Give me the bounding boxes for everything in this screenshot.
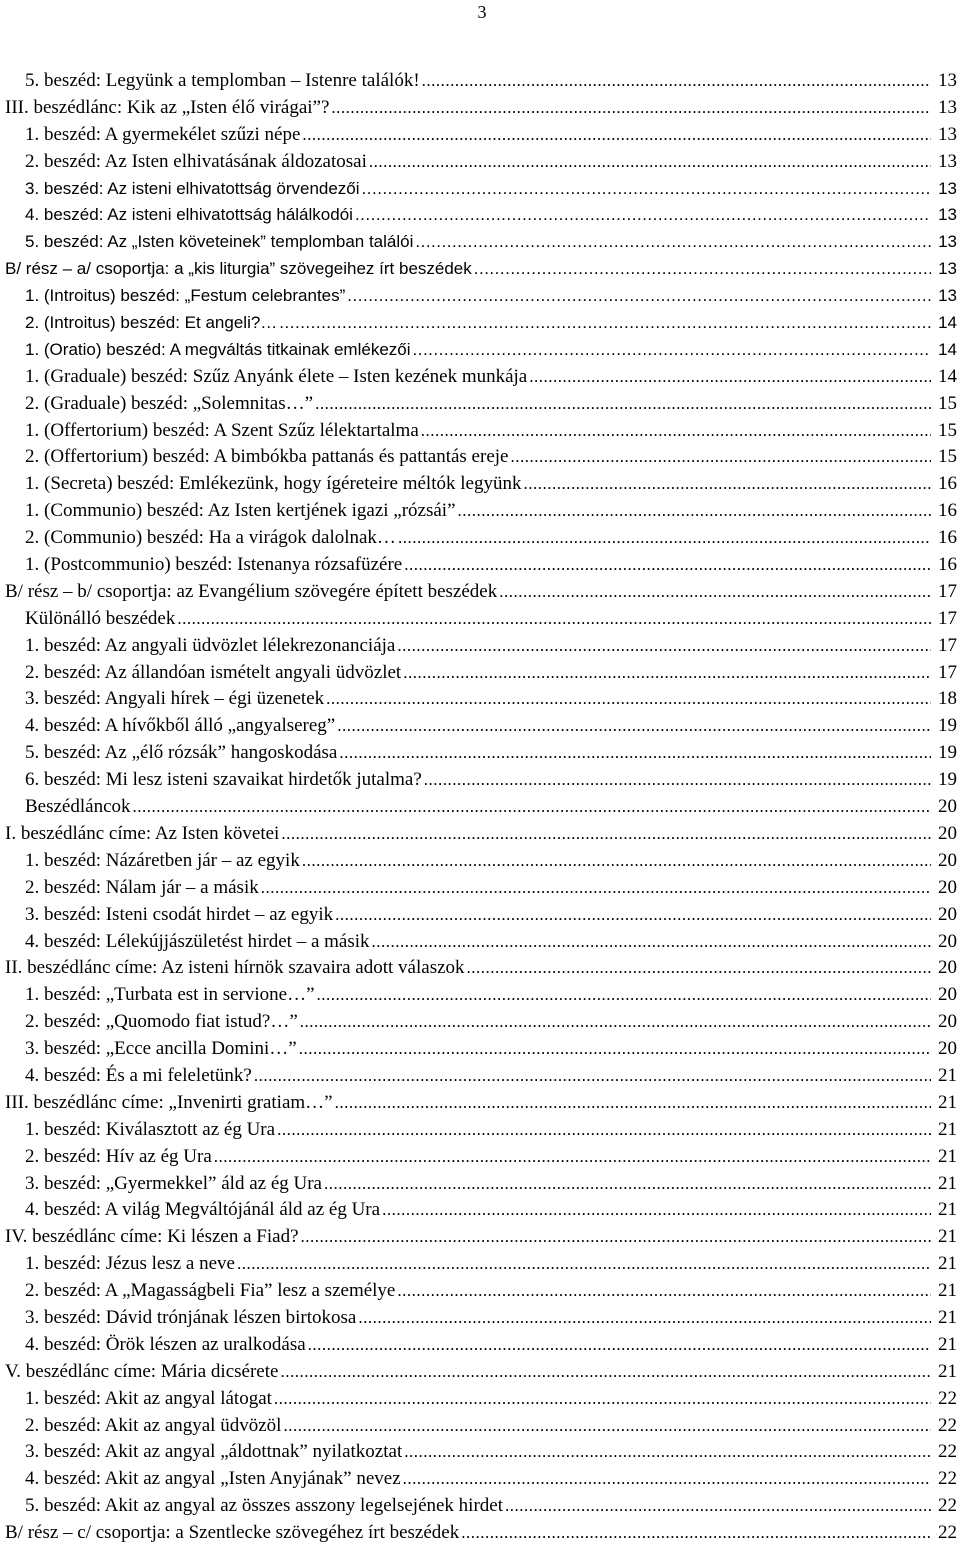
toc-entry-page: 14 — [938, 339, 957, 359]
toc-entry-page: 13 — [938, 205, 957, 225]
toc-entry[interactable] — [5, 283, 957, 310]
toc-dot-leader — [326, 686, 931, 713]
toc-entry-title: 1. (Postcommunio) beszéd: Istenanya rózsafüzére — [25, 554, 403, 576]
toc-dot-leader — [274, 1386, 931, 1413]
toc-entry-title: 3. beszéd: „Gyermekkel” áld az ég Ura — [25, 1172, 322, 1194]
toc-entry[interactable] — [5, 1251, 957, 1278]
toc-entry[interactable] — [5, 1009, 957, 1036]
toc-entry-page: 21 — [938, 1360, 957, 1382]
toc-dot-leader — [308, 1332, 931, 1359]
toc-entry[interactable] — [5, 552, 957, 579]
toc-entry-page: 21 — [938, 1280, 957, 1302]
toc-dot-leader — [474, 256, 931, 283]
toc-entry[interactable] — [5, 579, 957, 606]
toc-dot-leader — [403, 660, 931, 687]
toc-entry-page: 21 — [938, 1253, 957, 1275]
toc-entry-title: 1. beszéd: Az angyali üdvözlet lélekrezonanciája — [25, 634, 396, 656]
toc-entry-page: 19 — [938, 742, 957, 764]
toc-dot-leader — [283, 1413, 931, 1440]
toc-entry[interactable] — [5, 418, 957, 445]
toc-entry[interactable] — [5, 1117, 957, 1144]
toc-entry-page: 15 — [938, 446, 957, 468]
toc-dot-leader — [415, 229, 931, 256]
toc-dot-leader — [467, 955, 931, 982]
toc-entry-page: 15 — [938, 392, 957, 414]
toc-entry-title: Beszédláncok — [25, 796, 131, 818]
toc-entry-title: 1. beszéd: Kiválasztott az ég Ura — [25, 1118, 276, 1140]
page-number: 3 — [477, 2, 487, 22]
toc-entry[interactable] — [5, 176, 957, 203]
toc-entry-title: 3. beszéd: Angyali hírek – égi üzenetek — [25, 688, 325, 710]
toc-entry-title: 2. beszéd: Az állandóan ismételt angyali üdvözlet — [25, 661, 402, 683]
toc-entry-title: B/ rész – c/ csoportja: a Szentlecke szövegéhez írt beszédek — [5, 1522, 460, 1544]
toc-entry-title: 3. beszéd: Az isteni elhivatottság örvendezői — [25, 178, 360, 198]
toc-dot-leader — [458, 498, 931, 525]
toc-entry[interactable] — [5, 256, 957, 283]
toc-dot-leader — [398, 525, 931, 552]
toc-entry[interactable] — [5, 982, 957, 1009]
toc-entry-title: II. beszédlánc címe: Az isteni hírnök szavaira adott válaszok — [5, 957, 465, 979]
toc-entry-page: 13 — [938, 150, 957, 172]
toc-entry-page: 13 — [938, 123, 957, 145]
toc-entry-page: 20 — [938, 822, 957, 844]
toc-dot-leader — [301, 1224, 931, 1251]
toc-dot-leader — [254, 1063, 931, 1090]
toc-entry-page: 21 — [938, 1091, 957, 1113]
toc-entry-title: 3. beszéd: Akit az angyal „áldottnak” nyilatkoztat — [25, 1441, 403, 1463]
toc-entry-title: I. beszédlánc címe: Az Isten követei — [5, 822, 280, 844]
toc-dot-leader — [358, 1305, 931, 1332]
toc-entry-title: 1. (Introitus) beszéd: „Festum celebrantes” — [25, 286, 346, 306]
toc-entry-page: 21 — [938, 1172, 957, 1194]
toc-entry-title: 5. beszéd: Az „Isten követeinek” templomban találói — [25, 232, 414, 252]
toc-dot-leader — [177, 606, 931, 633]
toc-entry-page: 16 — [938, 500, 957, 522]
toc-entry[interactable] — [5, 498, 957, 525]
toc-entry[interactable] — [5, 122, 957, 149]
toc-entry-title: 4. beszéd: Az isteni elhivatottság hálálkodói — [25, 205, 353, 225]
toc-entry-title: 1. beszéd: „Turbata est in servione…” — [25, 984, 315, 1006]
toc-entry-page: 16 — [938, 473, 957, 495]
toc-dot-leader — [299, 1036, 931, 1063]
toc-dot-leader — [362, 176, 931, 203]
toc-entry-title: 4. beszéd: Örök lészen az uralkodása — [25, 1333, 306, 1355]
toc-entry[interactable] — [5, 713, 957, 740]
toc-entry-title: 2. beszéd: Hív az ég Ura — [25, 1145, 212, 1167]
toc-dot-leader — [347, 283, 931, 310]
toc-entry-page: 21 — [938, 1145, 957, 1167]
toc-entry-page: 22 — [938, 1495, 957, 1517]
toc-entry[interactable] — [5, 1493, 957, 1520]
toc-entry-page: 17 — [938, 580, 957, 602]
toc-entry[interactable] — [5, 337, 957, 364]
toc-entry-page: 14 — [938, 313, 957, 333]
toc-entry-page: 14 — [938, 365, 957, 387]
toc-entry-page: 15 — [938, 419, 957, 441]
toc-entry-page: 13 — [938, 96, 957, 118]
toc-entry-page: 13 — [938, 286, 957, 306]
toc-dot-leader — [403, 1466, 931, 1493]
toc-entry[interactable] — [5, 444, 957, 471]
toc-entry[interactable] — [5, 1413, 957, 1440]
toc-entry-title: 1. beszéd: Akit az angyal látogat — [25, 1387, 272, 1409]
toc-entry-page: 13 — [938, 259, 957, 279]
toc-dot-leader — [277, 1117, 931, 1144]
toc-entry[interactable] — [5, 202, 957, 229]
toc-entry-title: Különálló beszédek — [25, 607, 176, 629]
toc-dot-leader — [461, 1520, 931, 1547]
toc-entry-page: 20 — [938, 796, 957, 818]
toc-entry[interactable] — [5, 633, 957, 660]
toc-entry-page: 13 — [938, 70, 957, 91]
toc-entry-title: 2. beszéd: Nálam jár – a másik — [25, 876, 259, 898]
toc-entry[interactable] — [5, 1386, 957, 1413]
toc-entry[interactable] — [5, 68, 957, 95]
toc-entry-title: 5. beszéd: Akit az angyal az összes asszony legelsejének hirdet — [25, 1495, 503, 1517]
toc-entry-page: 20 — [938, 930, 957, 952]
toc-entry[interactable] — [5, 740, 957, 767]
toc-dot-leader — [279, 310, 931, 337]
toc-entry[interactable] — [5, 821, 957, 848]
toc-entry-title: 4. beszéd: A hívőkből álló „angyalsereg” — [25, 715, 336, 737]
toc-entry-title: 4. beszéd: Lélekújjászületést hirdet – a másik — [25, 930, 370, 952]
toc-entry-page: 22 — [938, 1468, 957, 1490]
toc-entry-page: 21 — [938, 1118, 957, 1140]
toc-entry-page: 17 — [938, 634, 957, 656]
toc-dot-leader — [281, 821, 931, 848]
toc-entry-title: 3. beszéd: Dávid trónjának lészen birtokosa — [25, 1306, 357, 1328]
toc-dot-leader — [337, 713, 931, 740]
toc-entry-page: 22 — [938, 1387, 957, 1409]
toc-entry[interactable] — [5, 229, 957, 256]
toc-entry-page: 22 — [938, 1441, 957, 1463]
toc-entry-page: 17 — [938, 661, 957, 683]
toc-dot-leader — [404, 552, 931, 579]
toc-dot-leader — [324, 1171, 931, 1198]
toc-entry-page: 20 — [938, 903, 957, 925]
toc-entry-title: 2. (Offertorium) beszéd: A bimbókba pattanás és pattantás ereje — [25, 446, 509, 468]
toc-entry-page: 19 — [938, 715, 957, 737]
toc-entry-title: 2. beszéd: Az Isten elhivatásának áldozatosai — [25, 150, 367, 172]
toc-entry-page: 16 — [938, 554, 957, 576]
toc-entry-title: 5. beszéd: Legyünk a templomban – Istenre találók! — [25, 70, 420, 91]
toc-entry-page: 21 — [938, 1064, 957, 1086]
toc-entry[interactable] — [5, 1278, 957, 1305]
toc-dot-leader — [397, 1278, 931, 1305]
toc-entry[interactable] — [5, 955, 957, 982]
toc-entry-page: 21 — [938, 1306, 957, 1328]
toc-dot-leader — [335, 1090, 931, 1117]
toc-dot-leader — [382, 1197, 931, 1224]
toc-entry[interactable] — [5, 1305, 957, 1332]
toc-entry[interactable] — [5, 1439, 957, 1466]
toc-entry-title: 2. (Communio) beszéd: Ha a virágok dalolnak… — [25, 527, 396, 549]
toc-entry-page: 21 — [938, 1199, 957, 1221]
toc-entry-page: 20 — [938, 957, 957, 979]
toc-dot-leader — [372, 929, 931, 956]
toc-entry-title: 2. (Introitus) beszéd: Et angeli?… — [25, 313, 278, 333]
toc-entry[interactable] — [5, 1520, 957, 1547]
toc-entry-page: 13 — [938, 178, 957, 198]
toc-dot-leader — [339, 740, 931, 767]
toc-entry-page: 17 — [938, 607, 957, 629]
toc-entry-title: 2. (Graduale) beszéd: „Solemnitas…” — [25, 392, 314, 414]
toc-entry-page: 22 — [938, 1414, 957, 1436]
toc-entry-title: 2. beszéd: Akit az angyal üdvözöl — [25, 1414, 282, 1436]
toc-dot-leader — [237, 1251, 931, 1278]
toc-entry-page: 20 — [938, 849, 957, 871]
toc-entry[interactable] — [5, 1466, 957, 1493]
toc-entry[interactable] — [5, 1197, 957, 1224]
toc-entry-page: 13 — [938, 232, 957, 252]
toc-dot-leader — [510, 444, 931, 471]
toc-dot-leader — [404, 1439, 931, 1466]
toc-dot-leader — [422, 68, 931, 95]
toc-entry-title: B/ rész – a/ csoportja: a „kis liturgia” szövegeihez írt beszédek — [5, 259, 472, 279]
toc-entry-title: 2. beszéd: A „Magasságbeli Fia” lesz a személye — [25, 1280, 396, 1302]
toc-entry-title: B/ rész – b/ csoportja: az Evangélium szövegére épített beszédek — [5, 580, 498, 602]
toc-dot-leader — [315, 391, 931, 418]
toc-entry-title: 4. beszéd: A világ Megváltójánál áld az ég Ura — [25, 1199, 381, 1221]
toc-entry[interactable] — [5, 149, 957, 176]
toc-entry[interactable] — [5, 848, 957, 875]
toc-dot-leader — [133, 794, 931, 821]
toc-entry[interactable] — [5, 1144, 957, 1171]
toc-entry-page: 16 — [938, 527, 957, 549]
toc-entry[interactable] — [5, 1224, 957, 1251]
toc-entry-page: 22 — [938, 1522, 957, 1544]
toc-dot-leader — [499, 579, 931, 606]
toc-dot-leader — [335, 902, 931, 929]
toc-entry-title: 1. (Graduale) beszéd: Szűz Anyánk élete – Isten kezének munkája — [25, 365, 528, 387]
toc-entry[interactable] — [5, 364, 957, 391]
toc-entry[interactable] — [5, 875, 957, 902]
toc-entry-page: 20 — [938, 1038, 957, 1060]
toc-entry[interactable] — [5, 471, 957, 498]
toc-entry[interactable] — [5, 1063, 957, 1090]
toc-dot-leader — [505, 1493, 931, 1520]
toc-dot-leader — [302, 122, 931, 149]
toc-entry-title: 2. beszéd: „Quomodo fiat istud?…” — [25, 1011, 298, 1033]
toc-dot-leader — [302, 848, 931, 875]
toc-entry-title: 6. beszéd: Mi lesz isteni szavaikat hirdetők jutalma? — [25, 769, 422, 791]
toc-entry-title: IV. beszédlánc címe: Ki lészen a Fiad? — [5, 1226, 299, 1248]
toc-entry[interactable] — [5, 606, 957, 633]
toc-dot-leader — [261, 875, 931, 902]
toc-entry[interactable] — [5, 95, 957, 122]
toc-dot-leader — [300, 1009, 931, 1036]
toc-entry[interactable] — [5, 525, 957, 552]
toc-entry[interactable] — [5, 1332, 957, 1359]
toc-entry-title: 1. (Communio) beszéd: Az Isten kertjének igazi „rózsái” — [25, 500, 456, 522]
table-of-contents — [5, 68, 957, 1547]
toc-entry[interactable] — [5, 1171, 957, 1198]
toc-entry[interactable] — [5, 1090, 957, 1117]
toc-dot-leader — [331, 95, 931, 122]
toc-dot-leader — [529, 364, 931, 391]
toc-entry-page: 21 — [938, 1333, 957, 1355]
toc-dot-leader — [523, 471, 931, 498]
toc-entry[interactable] — [5, 929, 957, 956]
toc-entry[interactable] — [5, 660, 957, 687]
toc-entry-title: III. beszédlánc: Kik az „Isten élő virágai”? — [5, 96, 330, 118]
toc-entry[interactable] — [5, 1359, 957, 1386]
toc-entry-page: 21 — [938, 1226, 957, 1248]
toc-dot-leader — [214, 1144, 931, 1171]
toc-entry-page: 20 — [938, 984, 957, 1006]
toc-entry[interactable] — [5, 391, 957, 418]
toc-entry[interactable] — [5, 310, 957, 337]
toc-entry-title: V. beszédlánc címe: Mária dicsérete — [5, 1360, 279, 1382]
toc-entry-title: III. beszédlánc címe: „Invenirti gratiam…” — [5, 1091, 333, 1113]
toc-entry-page: 20 — [938, 876, 957, 898]
toc-entry-title: 5. beszéd: Az „élő rózsák” hangoskodása — [25, 742, 338, 764]
toc-entry[interactable] — [5, 794, 957, 821]
toc-entry-title: 1. beszéd: Jézus lesz a neve — [25, 1253, 235, 1275]
toc-dot-leader — [421, 418, 931, 445]
toc-entry-title: 3. beszéd: „Ecce ancilla Domini…” — [25, 1038, 297, 1060]
toc-entry-title: 1. beszéd: Názáretben jár – az egyik — [25, 849, 300, 871]
toc-entry-page: 20 — [938, 1011, 957, 1033]
toc-entry-title: 3. beszéd: Isteni csodát hirdet – az egyik — [25, 903, 334, 925]
toc-entry-title: 4. beszéd: És a mi feleletünk? — [25, 1064, 252, 1086]
toc-entry[interactable] — [5, 902, 957, 929]
toc-entry-title: 1. beszéd: A gyermekélet szűzi népe — [25, 123, 301, 145]
toc-dot-leader — [317, 982, 932, 1009]
toc-entry-page: 18 — [938, 688, 957, 710]
toc-entry[interactable] — [5, 1036, 957, 1063]
toc-dot-leader — [355, 202, 931, 229]
toc-dot-leader — [397, 633, 931, 660]
toc-entry[interactable] — [5, 686, 957, 713]
toc-entry-title: 1. (Secreta) beszéd: Emlékezünk, hogy ígéreteire méltók legyünk — [25, 473, 522, 495]
toc-entry-title: 1. (Offertorium) beszéd: A Szent Szűz lélektartalma — [25, 419, 419, 441]
toc-entry-title: 1. (Oratio) beszéd: A megváltás titkainak emlékezői — [25, 339, 411, 359]
toc-entry-page: 19 — [938, 769, 957, 791]
toc-dot-leader — [413, 337, 931, 364]
toc-dot-leader — [369, 149, 931, 176]
toc-entry[interactable] — [5, 767, 957, 794]
toc-dot-leader — [280, 1359, 931, 1386]
toc-entry-title: 4. beszéd: Akit az angyal „Isten Anyjának” nevez — [25, 1468, 401, 1490]
toc-dot-leader — [424, 767, 931, 794]
